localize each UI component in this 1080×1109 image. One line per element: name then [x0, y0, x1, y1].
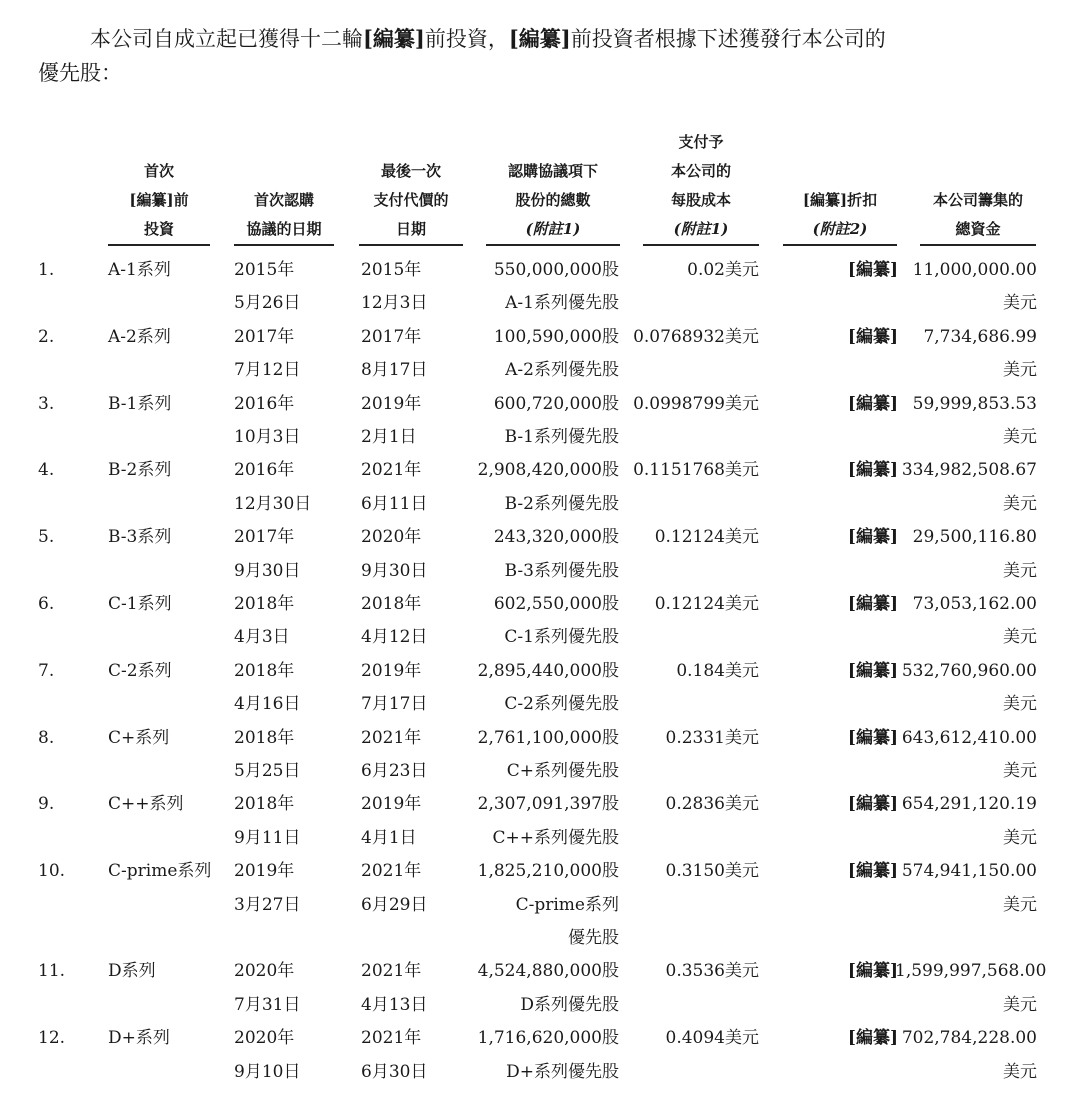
first-agreement-date: 2020年 [234, 961, 295, 982]
total-funds: 美元 [1003, 761, 1037, 781]
cost-per-share: 0.12124美元 [654, 527, 759, 548]
share-count: 243,320,000股 [493, 527, 619, 548]
share-count: C-2系列優先股 [504, 694, 619, 715]
header-discount: [編纂]折扣 (附註2) [802, 191, 878, 238]
share-count: 600,720,000股 [493, 393, 619, 414]
first-agreement-date: 2018年 [234, 727, 295, 748]
share-count: 550,000,000股 [493, 260, 619, 280]
series-name: A-2系列 [108, 326, 171, 347]
total-funds: 643,612,410.00 [901, 727, 1037, 748]
header-cost-per-share: 支付予 本公司的 每股成本 (附註1) [670, 133, 731, 238]
row-number: 10. [38, 861, 66, 882]
last-payment-date: 2月1日 [361, 427, 417, 447]
last-payment-date: 2021年 [361, 861, 422, 882]
share-count: C-1系列優先股 [504, 627, 619, 648]
first-agreement-date: 7月12日 [234, 360, 301, 381]
first-agreement-date: 10月3日 [234, 427, 301, 447]
discount-redacted: [編纂] [847, 861, 898, 882]
cost-per-share: 0.3150美元 [665, 861, 759, 882]
cost-per-share: 0.4094美元 [665, 1028, 759, 1049]
last-payment-date: 6月29日 [361, 894, 428, 915]
row-number: 2. [38, 326, 55, 347]
share-count: A-1系列優先股 [505, 293, 619, 314]
share-count: 優先股 [568, 928, 619, 948]
share-count: C-prime系列 [515, 894, 619, 915]
total-funds: 73,053,162.00 [912, 594, 1037, 614]
last-payment-date: 2015年 [361, 260, 422, 280]
total-funds: 美元 [1003, 427, 1037, 447]
header-rule [643, 244, 759, 246]
row-number: 12. [38, 1028, 66, 1049]
row-number: 11. [38, 961, 66, 982]
discount-redacted: [編纂] [847, 527, 898, 548]
total-funds: 7,734,686.99 [923, 326, 1037, 347]
first-agreement-date: 2017年 [234, 527, 295, 548]
total-funds: 美元 [1003, 560, 1037, 581]
share-count: 100,590,000股 [493, 326, 619, 347]
first-agreement-date: 2020年 [234, 1028, 295, 1049]
first-agreement-date: 2016年 [234, 460, 295, 481]
last-payment-date: 2020年 [361, 527, 422, 548]
discount-redacted: [編纂] [847, 393, 898, 414]
first-agreement-date: 2016年 [234, 393, 295, 414]
first-agreement-date: 3月27日 [234, 894, 301, 915]
share-count: 2,307,091,397股 [477, 794, 619, 815]
redacted-mark: [編纂] [363, 26, 425, 51]
share-count: B-2系列優先股 [504, 493, 619, 514]
last-payment-date: 2019年 [361, 393, 422, 414]
row-number: 1. [38, 260, 55, 280]
share-count: D+系列優先股 [506, 1061, 619, 1082]
share-count: C+系列優先股 [506, 761, 619, 781]
first-agreement-date: 2015年 [234, 260, 295, 280]
last-payment-date: 4月13日 [361, 994, 428, 1015]
header-rule [486, 244, 620, 246]
row-number: 4. [38, 460, 55, 481]
last-payment-date: 2021年 [361, 460, 422, 481]
total-funds: 11,000,000.00 [912, 260, 1037, 280]
share-count: 1,716,620,000股 [477, 1028, 619, 1049]
discount-redacted: [編纂] [847, 326, 898, 347]
last-payment-date: 4月1日 [361, 827, 417, 848]
first-agreement-date: 12月30日 [234, 493, 312, 514]
total-funds: 1,599,997,568.00 [895, 961, 1047, 982]
total-funds: 574,941,150.00 [901, 861, 1037, 882]
first-agreement-date: 9月11日 [234, 827, 301, 848]
total-funds: 29,500,116.80 [912, 527, 1037, 548]
total-funds: 美元 [1003, 694, 1037, 715]
series-name: C-1系列 [108, 594, 172, 614]
last-payment-date: 6月30日 [361, 1061, 428, 1082]
redacted-mark: [編纂] [508, 26, 571, 51]
series-name: B-3系列 [108, 527, 172, 548]
header-total-shares: 認購協議項下 股份的總數 (附註1) [507, 162, 598, 238]
discount-redacted: [編纂] [847, 460, 898, 481]
last-payment-date: 4月12日 [361, 627, 428, 648]
cost-per-share: 0.184美元 [676, 660, 759, 681]
total-funds: 654,291,120.19 [901, 794, 1037, 815]
header-total-funds: 本公司籌集的 總資金 [932, 191, 1023, 238]
header-rule [108, 244, 210, 246]
header-last-payment-date: 最後一次 支付代價的 日期 [373, 162, 449, 238]
total-funds: 美元 [1003, 1061, 1037, 1082]
last-payment-date: 12月3日 [361, 293, 428, 314]
header-rule [920, 244, 1036, 246]
first-agreement-date: 7月31日 [234, 994, 301, 1015]
first-agreement-date: 4月3日 [234, 627, 290, 648]
first-agreement-date: 2018年 [234, 794, 295, 815]
discount-redacted: [編纂] [847, 660, 898, 681]
row-number: 5. [38, 527, 55, 548]
header-rule [359, 244, 463, 246]
row-number: 9. [38, 794, 55, 815]
first-agreement-date: 4月16日 [234, 694, 301, 715]
cost-per-share: 0.0768932美元 [633, 326, 759, 347]
discount-redacted: [編纂] [847, 794, 898, 815]
total-funds: 美元 [1003, 293, 1037, 314]
series-name: C-prime系列 [108, 861, 212, 882]
last-payment-date: 6月23日 [361, 761, 428, 781]
first-agreement-date: 9月30日 [234, 560, 301, 581]
total-funds: 59,999,853.53 [912, 393, 1037, 414]
last-payment-date: 8月17日 [361, 360, 428, 381]
total-funds: 美元 [1003, 827, 1037, 848]
last-payment-date: 2021年 [361, 1028, 422, 1049]
total-funds: 美元 [1003, 493, 1037, 514]
cost-per-share: 0.2331美元 [665, 727, 759, 748]
series-name: C++系列 [108, 794, 184, 815]
intro-line-1 [38, 22, 1048, 56]
share-count: B-1系列優先股 [504, 427, 619, 447]
total-funds: 美元 [1003, 360, 1037, 381]
discount-redacted: [編纂] [847, 1028, 898, 1049]
first-agreement-date: 2018年 [234, 594, 295, 614]
discount-redacted: [編纂] [847, 727, 898, 748]
series-name: B-1系列 [108, 393, 172, 414]
row-number: 7. [38, 660, 55, 681]
last-payment-date: 2017年 [361, 326, 422, 347]
last-payment-date: 2019年 [361, 660, 422, 681]
total-funds: 美元 [1003, 894, 1037, 915]
cost-per-share: 0.2836美元 [665, 794, 759, 815]
cost-per-share: 0.02美元 [687, 260, 759, 280]
intro-text-c: 前投資者根據下述獲發行本公司的 [570, 27, 886, 51]
last-payment-date: 2021年 [361, 727, 422, 748]
last-payment-date: 2018年 [361, 594, 422, 614]
total-funds: 美元 [1003, 994, 1037, 1015]
share-count: D系列優先股 [520, 994, 619, 1015]
series-name: A-1系列 [108, 260, 171, 280]
first-agreement-date: 9月10日 [234, 1061, 301, 1082]
share-count: 2,895,440,000股 [477, 660, 619, 681]
row-number: 6. [38, 594, 55, 614]
row-number: 3. [38, 393, 55, 414]
first-agreement-date: 2018年 [234, 660, 295, 681]
cost-per-share: 0.1151768美元 [633, 460, 759, 481]
first-agreement-date: 5月25日 [234, 761, 301, 781]
last-payment-date: 6月11日 [361, 493, 428, 514]
discount-redacted: [編纂] [847, 260, 898, 280]
share-count: C++系列優先股 [492, 827, 619, 848]
header-first-agreement-date: 首次認購 協議的日期 [246, 191, 322, 238]
row-number: 8. [38, 727, 55, 748]
total-funds: 美元 [1003, 627, 1037, 648]
series-name: C-2系列 [108, 660, 172, 681]
share-count: 4,524,880,000股 [477, 961, 619, 982]
series-name: C+系列 [108, 727, 170, 748]
intro-text-a: 本公司自成立起已獲得十二輪 [90, 27, 363, 51]
intro-text-b: 前投資， [424, 27, 509, 51]
series-name: B-2系列 [108, 460, 172, 481]
cost-per-share: 0.0998799美元 [633, 393, 759, 414]
share-count: 1,825,210,000股 [477, 861, 619, 882]
share-count: 2,908,420,000股 [477, 460, 619, 481]
total-funds: 702,784,228.00 [901, 1028, 1037, 1049]
first-agreement-date: 2019年 [234, 861, 295, 882]
series-name: D+系列 [108, 1028, 170, 1049]
last-payment-date: 2021年 [361, 961, 422, 982]
last-payment-date: 2019年 [361, 794, 422, 815]
share-count: A-2系列優先股 [505, 360, 619, 381]
first-agreement-date: 2017年 [234, 326, 295, 347]
first-agreement-date: 5月26日 [234, 293, 301, 314]
last-payment-date: 9月30日 [361, 560, 428, 581]
header-first-investment: 首次 [編纂]前 投資 [129, 162, 189, 238]
cost-per-share: 0.12124美元 [654, 594, 759, 614]
cost-per-share: 0.3536美元 [665, 961, 759, 982]
total-funds: 334,982,508.67 [901, 460, 1037, 481]
series-name: D系列 [108, 961, 156, 982]
share-count: 2,761,100,000股 [477, 727, 619, 748]
discount-redacted: [編纂] [847, 961, 898, 982]
total-funds: 532,760,960.00 [901, 660, 1037, 681]
intro-line-2: 優先股： [38, 61, 122, 85]
header-rule [783, 244, 897, 246]
discount-redacted: [編纂] [847, 594, 898, 614]
share-count: B-3系列優先股 [504, 560, 619, 581]
header-rule [234, 244, 334, 246]
intro-paragraph [38, 22, 1048, 90]
last-payment-date: 7月17日 [361, 694, 428, 715]
share-count: 602,550,000股 [493, 594, 619, 614]
